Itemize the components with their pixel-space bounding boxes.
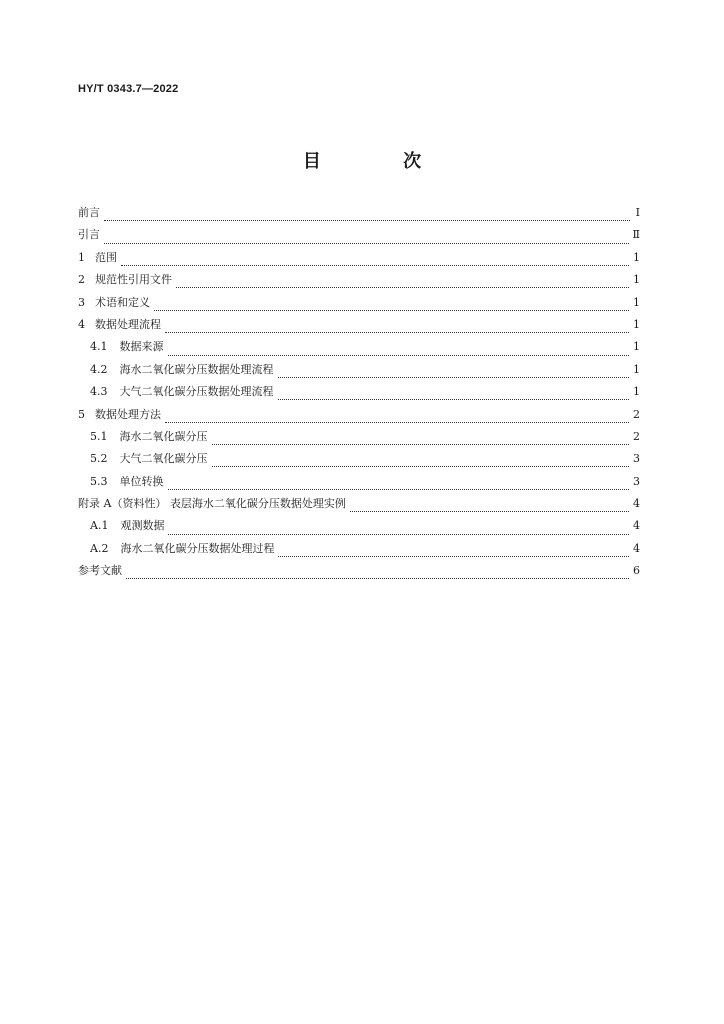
toc-entry-label: 引言	[78, 228, 100, 242]
toc-entry-label: 附录 A（资料性） 表层海水二氧化碳分压数据处理实例	[78, 497, 346, 511]
dot-leader	[212, 457, 630, 467]
toc-entry-number: A.1	[90, 519, 109, 533]
toc-entry-page: 2	[633, 429, 640, 443]
toc-entry-number: 4	[78, 317, 85, 331]
toc-entry-number: 1	[78, 250, 85, 264]
toc-entry-page: 3	[633, 474, 640, 488]
toc-entry-number: 4.3	[90, 385, 108, 399]
toc-entry-page: Ⅰ	[635, 206, 640, 219]
dot-leader	[165, 323, 629, 333]
toc-entry-page: 4	[633, 541, 640, 555]
dot-leader	[126, 569, 629, 579]
dot-leader	[212, 435, 630, 445]
toc-entry-label: 范围	[95, 250, 117, 264]
toc-entry-page: 1	[633, 362, 640, 376]
document-code: HY/T 0343.7—2022	[78, 83, 179, 95]
toc-entry[interactable]	[78, 318, 640, 340]
toc-entry[interactable]	[78, 497, 640, 519]
toc-entry[interactable]	[78, 251, 640, 273]
toc-entry-number: 2	[78, 273, 85, 287]
toc-entry-label: 参考文献	[78, 564, 122, 578]
toc-entry[interactable]	[78, 273, 640, 295]
toc-entry[interactable]	[78, 340, 640, 362]
toc-entry-number: 5.1	[90, 429, 108, 443]
toc-entry-label: 单位转换	[119, 474, 164, 488]
dot-leader	[350, 502, 629, 512]
dot-leader	[168, 480, 630, 490]
toc-entry-page: 4	[633, 519, 640, 533]
toc-entry-label: 前言	[78, 206, 100, 219]
toc-entry[interactable]	[78, 475, 640, 497]
toc-entry-label: 规范性引用文件	[95, 273, 172, 287]
toc-entry-label: 海水二氧化碳分压数据处理过程	[120, 541, 275, 555]
toc-entry-number: 3	[78, 295, 85, 309]
dot-leader	[176, 278, 629, 288]
dot-leader	[154, 301, 629, 311]
dot-leader	[278, 368, 630, 378]
toc-entry[interactable]	[78, 430, 640, 452]
toc-entry-label: 海水二氧化碳分压	[119, 429, 208, 443]
toc-entry[interactable]	[78, 385, 640, 407]
dot-leader	[121, 256, 629, 266]
toc-entry[interactable]	[78, 363, 640, 385]
toc-entry[interactable]	[78, 228, 640, 250]
toc-entry-page: 1	[633, 317, 640, 331]
toc-entry-label: 观测数据	[120, 519, 165, 533]
toc-entry[interactable]	[78, 452, 640, 474]
dot-leader	[278, 390, 630, 400]
toc-entry[interactable]	[78, 542, 640, 564]
toc-entry-page: Ⅱ	[632, 228, 640, 242]
toc-entry-page: 1	[633, 295, 640, 309]
table-of-contents	[78, 206, 640, 587]
toc-entry[interactable]	[78, 296, 640, 318]
toc-entry-page: 1	[633, 250, 640, 264]
toc-entry-page: 1	[633, 385, 640, 399]
toc-entry-number: 5	[78, 407, 85, 421]
toc-entry-page: 2	[633, 407, 640, 421]
toc-entry-number: A.2	[90, 541, 109, 555]
dot-leader	[165, 413, 629, 423]
toc-entry-number: 4.1	[90, 340, 108, 354]
toc-entry-label: 数据来源	[119, 340, 164, 354]
dot-leader	[104, 211, 630, 221]
toc-entry[interactable]	[78, 206, 640, 228]
toc-entry[interactable]	[78, 519, 640, 541]
toc-entry-page: 1	[633, 340, 640, 354]
toc-entry-number: 4.2	[90, 362, 108, 376]
toc-entry-label: 数据处理方法	[95, 407, 161, 421]
toc-entry-label: 数据处理流程	[95, 317, 161, 331]
toc-entry-page: 6	[633, 564, 640, 578]
toc-entry[interactable]	[78, 564, 640, 586]
toc-entry-label: 术语和定义	[95, 295, 150, 309]
toc-entry-label: 海水二氧化碳分压数据处理流程	[119, 362, 274, 376]
dot-leader	[168, 525, 629, 535]
dot-leader	[278, 547, 629, 557]
toc-entry-label: 大气二氧化碳分压数据处理流程	[119, 385, 274, 399]
toc-entry-label: 大气二氧化碳分压	[119, 452, 208, 466]
toc-title: 目 次	[302, 151, 460, 172]
dot-leader	[104, 234, 629, 244]
toc-entry-page: 3	[633, 452, 640, 466]
toc-entry-number: 5.2	[90, 452, 108, 466]
toc-entry-number: 5.3	[90, 474, 108, 488]
dot-leader	[168, 346, 630, 356]
toc-entry[interactable]	[78, 408, 640, 430]
toc-entry-page: 4	[633, 497, 640, 511]
toc-entry-page: 1	[633, 273, 640, 287]
